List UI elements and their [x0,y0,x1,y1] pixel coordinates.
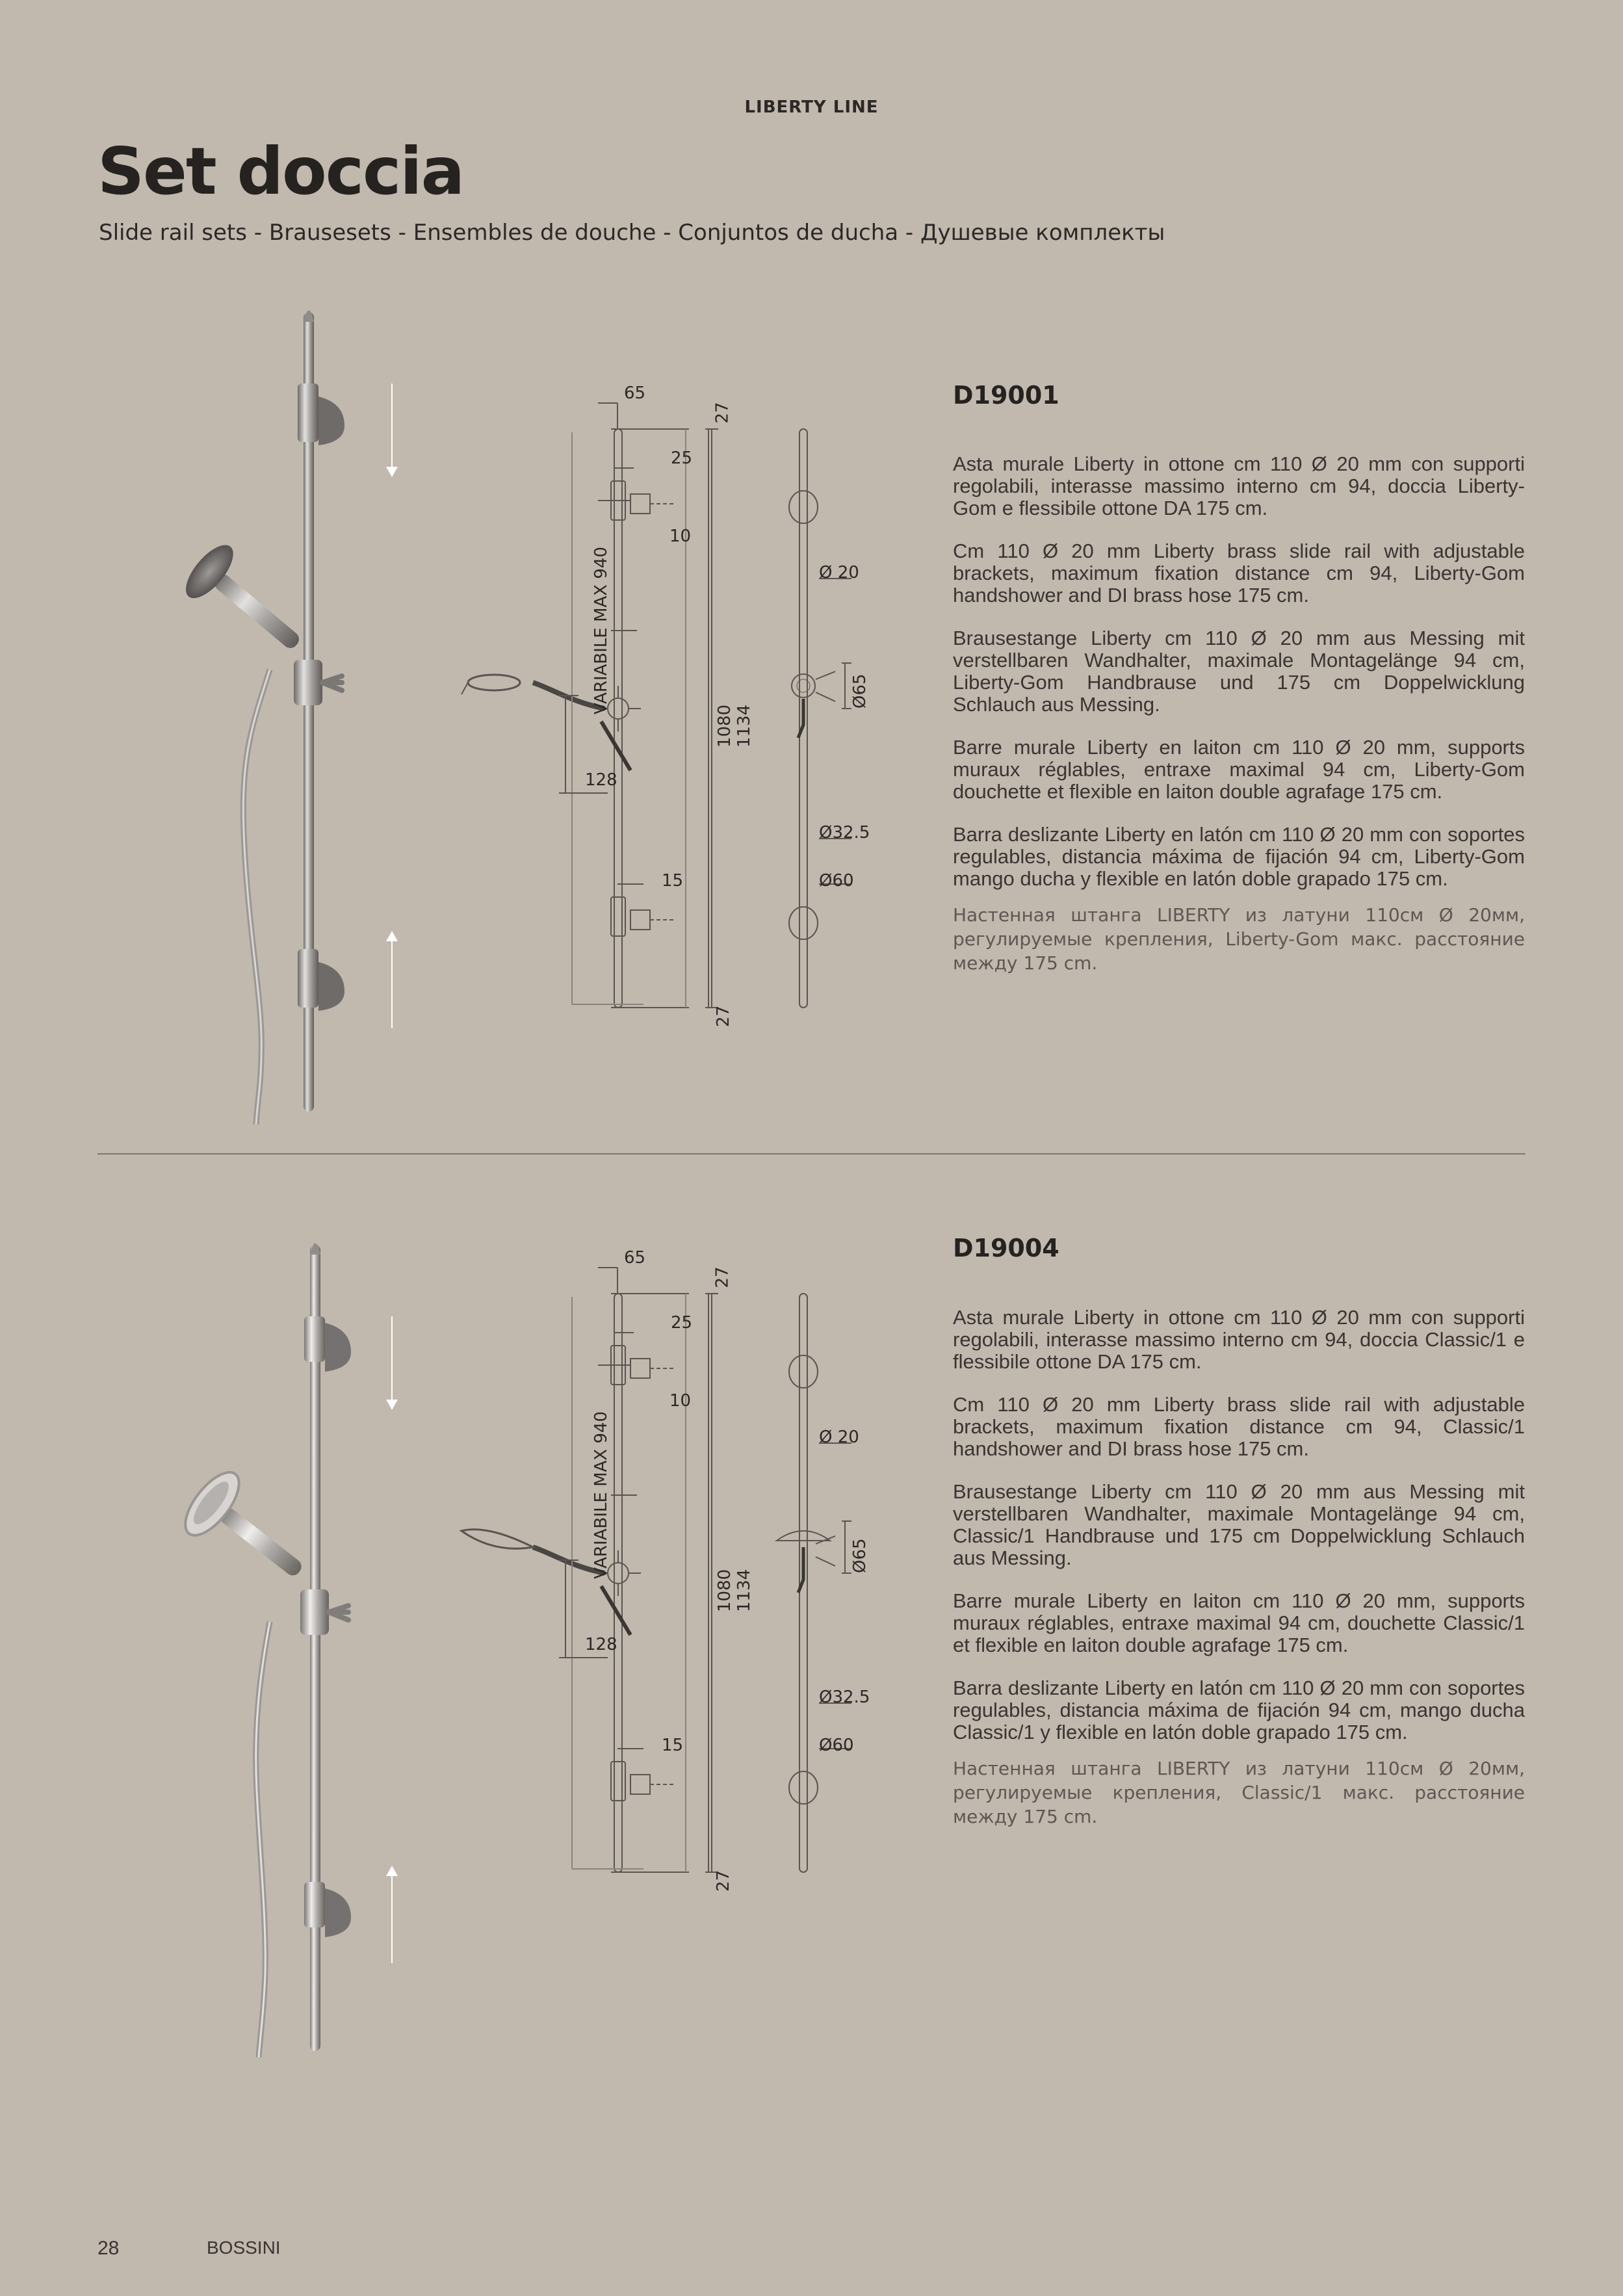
dimension-labels-d19001 [455,371,877,1047]
dim-27-bottom: 27 [714,1870,733,1892]
desc-en: Cm 110 Ø 20 mm Liberty brass slide rail with adjustable brackets, maximum fixation distance cm 94, Liberty-Gom handshower and DI brass hose 175 cm. [953,540,1525,607]
dim-1134: 1134 [734,1569,754,1612]
product-description-d19004 [953,1307,1525,1849]
desc-it: Asta murale Liberty in ottone cm 110 Ø 20 mm con supporti regolabili, interasse massimo interno cm 94, doccia Classic/1 e flessibile ottone DA 175 cm. [953,1306,1525,1373]
product-code-d19004: D19004 [953,1234,1059,1262]
dim-65: 65 [624,384,646,403]
dim-1080: 1080 [715,1569,734,1612]
dim-1134: 1134 [734,704,754,748]
page-subtitle: Slide rail sets - Brausesets - Ensembles de douche - Conjuntos de ducha - Душевые комплекты [99,220,1165,246]
page-title: Set doccia [97,133,464,209]
arrow-up-icon [386,931,398,1028]
dim-15: 15 [662,871,684,891]
arrow-up-icon [386,1866,398,1963]
product-photo-d19004 [136,1232,409,2057]
dim-128: 128 [585,770,617,790]
desc-fr: Barre murale Liberty en laiton cm 110 Ø 20 mm, supports muraux réglables, entraxe maximal 94 cm, douchette Classic/1 et flexible en laiton double agrafage 175 cm. [953,1589,1525,1656]
product-photo-d19001 [123,299,403,1125]
dim-variable: VARIABILE MAX 940 [591,1411,611,1580]
page-number: 28 [97,2237,120,2259]
dim-25: 25 [671,1313,693,1333]
dim-dia-20: Ø 20 [819,563,859,582]
desc-en: Cm 110 Ø 20 mm Liberty brass slide rail with adjustable brackets, maximum fixation distance cm 94, Classic/1 handshower and DI brass hose 175 cm. [953,1393,1525,1460]
dim-variable: VARIABILE MAX 940 [591,546,611,715]
dim-1080: 1080 [715,704,734,748]
dim-27-top: 27 [712,402,733,424]
dim-dia-60: Ø60 [819,1736,854,1755]
desc-de: Brausestange Liberty cm 110 Ø 20 mm aus Messing mit verstellbaren Wandhalter, maximale Montagelänge 94 cm, Classic/1 Handbrause und 175 cm Doppelwicklung Schlauch aus Messing. [953,1480,1525,1569]
dim-27-top: 27 [712,1266,733,1288]
arrow-down-icon [386,1316,398,1414]
dim-dia-32-5: Ø32.5 [819,823,870,842]
desc-ru: Настенная штанга LIBERTY из латуни 110см Ø 20мм, регулируемые крепления, Classic/1 макс. расстояние между 175 cm. [953,1758,1525,1827]
dim-dia-65: Ø65 [850,1538,870,1573]
desc-de: Brausestange Liberty cm 110 Ø 20 mm aus Messing mit verstellbaren Wandhalter, maximale Montagelänge 94 cm, Liberty-Gom Handbrause und 175 cm Doppelwicklung Schlauch aus Messing. [953,627,1525,716]
dim-128: 128 [585,1635,617,1654]
product-description-d19001 [953,453,1525,996]
dim-dia-32-5: Ø32.5 [819,1688,870,1707]
section-divider [97,1153,1526,1155]
dim-15: 15 [662,1736,684,1755]
dim-10: 10 [669,1391,692,1411]
product-code-d19001: D19001 [953,381,1059,410]
brand-line: LIBERTY LINE [744,98,879,117]
dimension-labels-d19004 [455,1235,877,1911]
desc-it: Asta murale Liberty in ottone cm 110 Ø 20 mm con supporti regolabili, interasse massimo interno cm 94, doccia Liberty-Gom e flessibile ottone DA 175 cm. [953,452,1525,519]
dim-27-bottom: 27 [714,1005,733,1027]
dim-65: 65 [624,1248,646,1268]
desc-es: Barra deslizante Liberty en latón cm 110 Ø 20 mm con soportes regulables, distancia máxima de fijación 94 cm, mango ducha Classic/1 y flexible en latón doble grapado 175 cm. [953,1676,1525,1743]
dim-dia-60: Ø60 [819,871,854,891]
dim-25: 25 [671,449,693,468]
dim-dia-20: Ø 20 [819,1428,859,1447]
arrow-down-icon [386,384,398,481]
dim-dia-65: Ø65 [850,673,870,709]
desc-ru: Настенная штанга LIBERTY из латуни 110см Ø 20мм, регулируемые крепления, Liberty-Gom макс. расстояние между 175 cm. [953,904,1525,974]
footer-brand: BOSSINI [207,2237,281,2258]
dim-10: 10 [669,527,692,546]
desc-fr: Barre murale Liberty en laiton cm 110 Ø 20 mm, supports muraux réglables, entraxe maximal 94 cm, Liberty-Gom douchette et flexible en laiton double agrafage 175 cm. [953,736,1525,803]
desc-es: Barra deslizante Liberty en latón cm 110 Ø 20 mm con soportes regulables, distancia máxima de fijación 94 cm, Liberty-Gom mango ducha y flexible en latón doble grapado 175 cm. [953,823,1525,890]
